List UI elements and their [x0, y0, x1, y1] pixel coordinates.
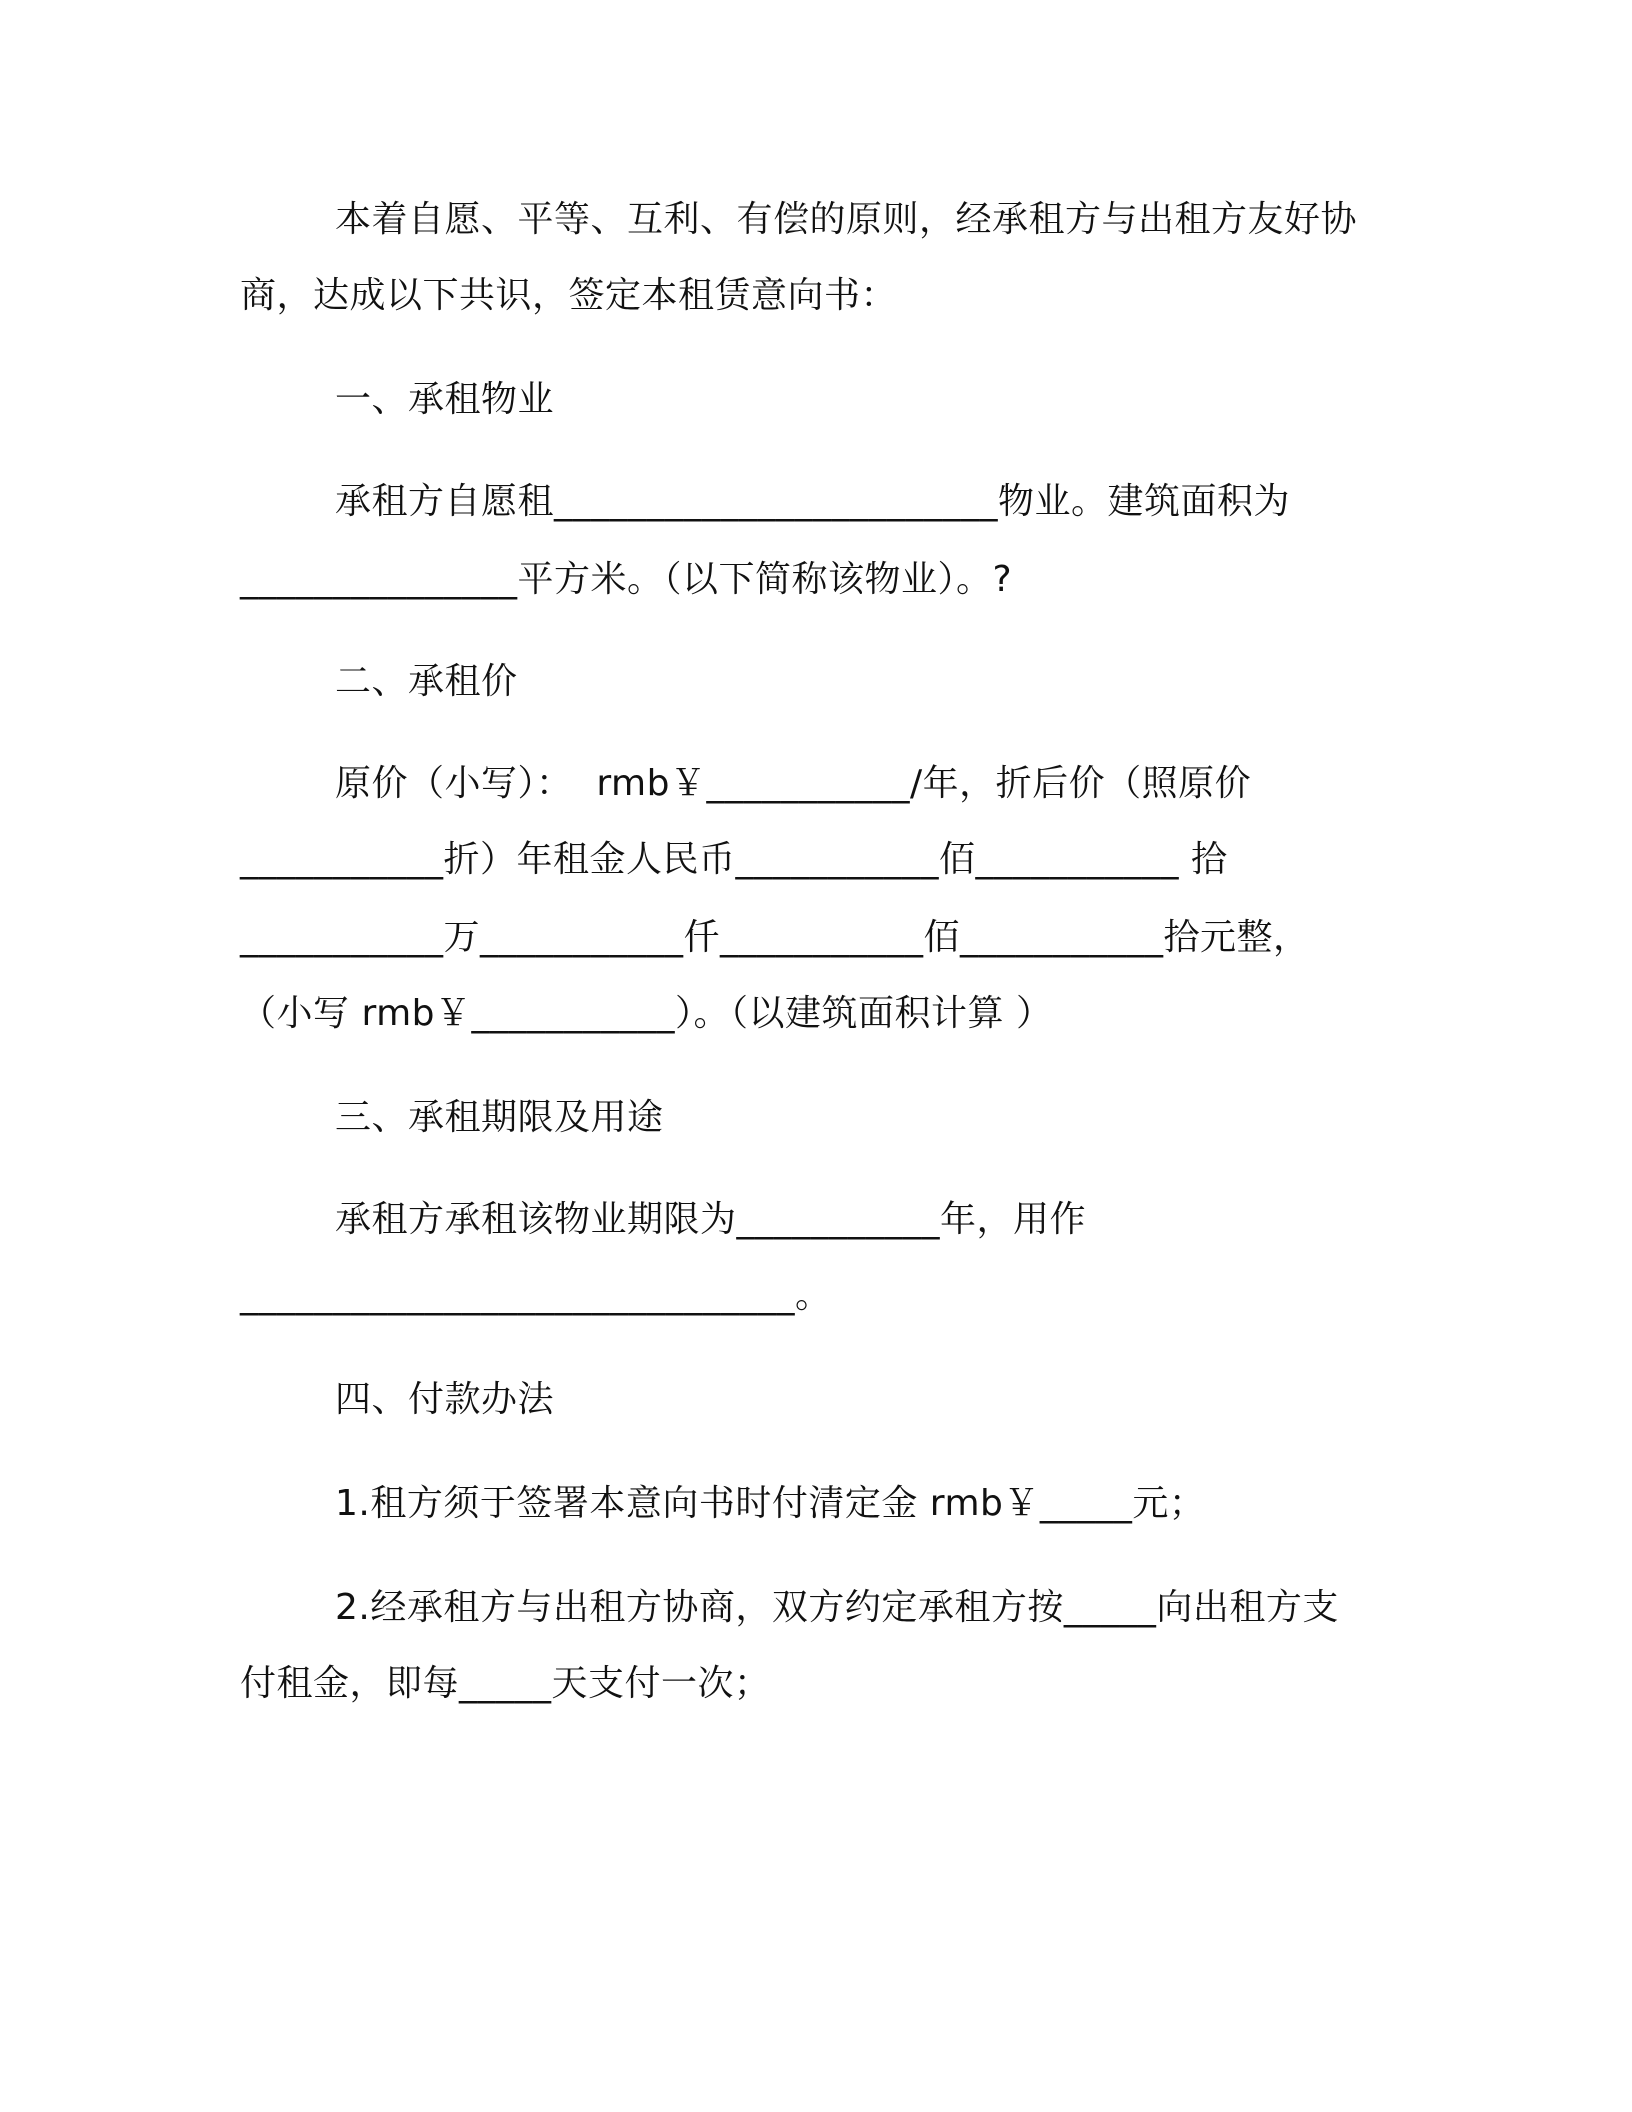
intro-line-2: 商，达成以下共识，签定本租赁意向书：: [240, 275, 898, 316]
section-2-line-4: （小写 rmb￥___________）。（以建筑面积计算 ）: [240, 993, 1053, 1034]
payment-item-1: 1.租方须于签署本意向书时付清定金 rmb￥_____元；: [335, 1483, 1206, 1524]
section-3-line-1: 承租方承租该物业期限为___________年，用作: [335, 1199, 1087, 1240]
section-2-heading: 二、承租价: [335, 661, 518, 702]
section-2-line-1: 原价（小写）： rmb￥___________/年，折后价（照原价: [335, 763, 1252, 804]
section-4-heading: 四、付款办法: [335, 1379, 555, 1420]
intro-line-1: 本着自愿、平等、互利、有偿的原则，经承租方与出租方友好协: [335, 199, 1358, 240]
section-1-line-2: _______________平方米。（以下简称该物业）。?: [240, 559, 1013, 600]
section-1-heading: 一、承租物业: [335, 379, 555, 420]
section-3-heading: 三、承租期限及用途: [335, 1097, 664, 1138]
section-2-line-2: ___________折）年租金人民币___________佰___________ 拾: [240, 839, 1228, 880]
section-3-line-2: ______________________________。: [240, 1275, 832, 1316]
section-1-line-1: 承租方自愿租________________________物业。建筑面积为: [335, 481, 1291, 522]
payment-item-2-line-1: 2.经承租方与出租方协商，双方约定承租方按_____向出租方支: [335, 1587, 1339, 1628]
section-2-line-3: ___________万___________仟___________佰___________拾元整，: [240, 917, 1310, 958]
payment-item-2-line-2: 付租金，即每_____天支付一次；: [240, 1663, 771, 1704]
